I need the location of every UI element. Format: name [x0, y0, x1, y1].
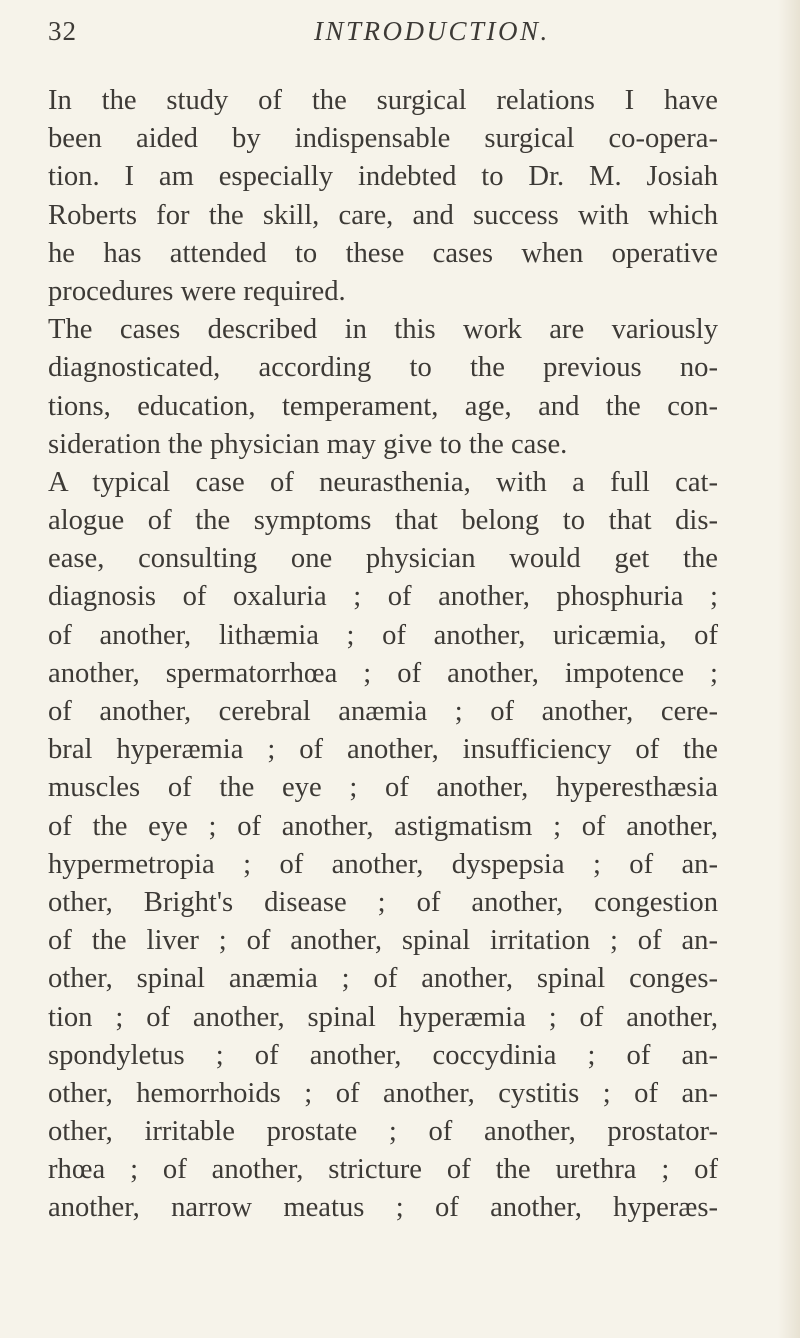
text-line: bral hyperæmia ; of another, insufficiency of the	[48, 734, 718, 766]
text-line: he has attended to these cases when operative	[48, 237, 718, 269]
text-line: ease, consulting one physician would get the	[48, 543, 718, 575]
text-line: been aided by indispensable surgical co-opera-	[48, 123, 718, 155]
text-line: other, spinal anæmia ; of another, spinal conges-	[48, 963, 718, 995]
text-line: other, Bright's disease ; of another, congestion	[48, 886, 718, 918]
text-line: diagnosis of oxaluria ; of another, phosphuria ;	[48, 581, 718, 613]
text-line: procedures were required.	[48, 275, 346, 307]
text-line: tion ; of another, spinal hyperæmia ; of another,	[48, 1001, 718, 1033]
page-number: 32	[48, 16, 77, 46]
text-line: other, irritable prostate ; of another, prostator-	[48, 1116, 718, 1148]
text-line: another, narrow meatus ; of another, hyperæs-	[48, 1192, 718, 1224]
text-line: alogue of the symptoms that belong to that dis-	[48, 505, 718, 537]
text-line: of another, cerebral anæmia ; of another, cere-	[48, 696, 718, 727]
text-line: of the liver ; of another, spinal irritation ; of an-	[48, 925, 718, 957]
text-line: A typical case of neurasthenia, with a full cat-	[48, 466, 718, 498]
text-line: In the study of the surgical relations I have	[48, 85, 718, 116]
text-line: of another, lithæmia ; of another, uricæmia, of	[48, 619, 718, 651]
text-line: hypermetropia ; of another, dyspepsia ; of an-	[48, 848, 718, 880]
text-line: The cases described in this work are variously	[48, 314, 718, 346]
text-line: Roberts for the skill, care, and success with which	[48, 199, 718, 231]
text-line: tions, education, temperament, age, and the con-	[48, 390, 718, 422]
page-header	[48, 16, 748, 56]
text-line: sideration the physician may give to the case.	[48, 428, 568, 460]
text-line: diagnosticated, according to the previous no-	[48, 352, 718, 384]
running-head: INTRODUCTION.	[314, 16, 550, 46]
text-line: other, hemorrhoids ; of another, cystitis ; of an-	[48, 1077, 718, 1109]
body-text	[48, 82, 718, 1228]
text-line: another, spermatorrhœa ; of another, impotence ;	[48, 657, 718, 689]
page-edge-shadow	[778, 0, 800, 1338]
text-line: rhœa ; of another, stricture of the urethra ; of	[48, 1154, 718, 1186]
text-line: tion. I am especially indebted to Dr. M. Josiah	[48, 161, 718, 193]
text-line: muscles of the eye ; of another, hyperesthæsia	[48, 772, 718, 804]
text-line: of the eye ; of another, astigmatism ; of another,	[48, 810, 718, 842]
text-line: spondyletus ; of another, coccydinia ; of an-	[48, 1039, 718, 1071]
